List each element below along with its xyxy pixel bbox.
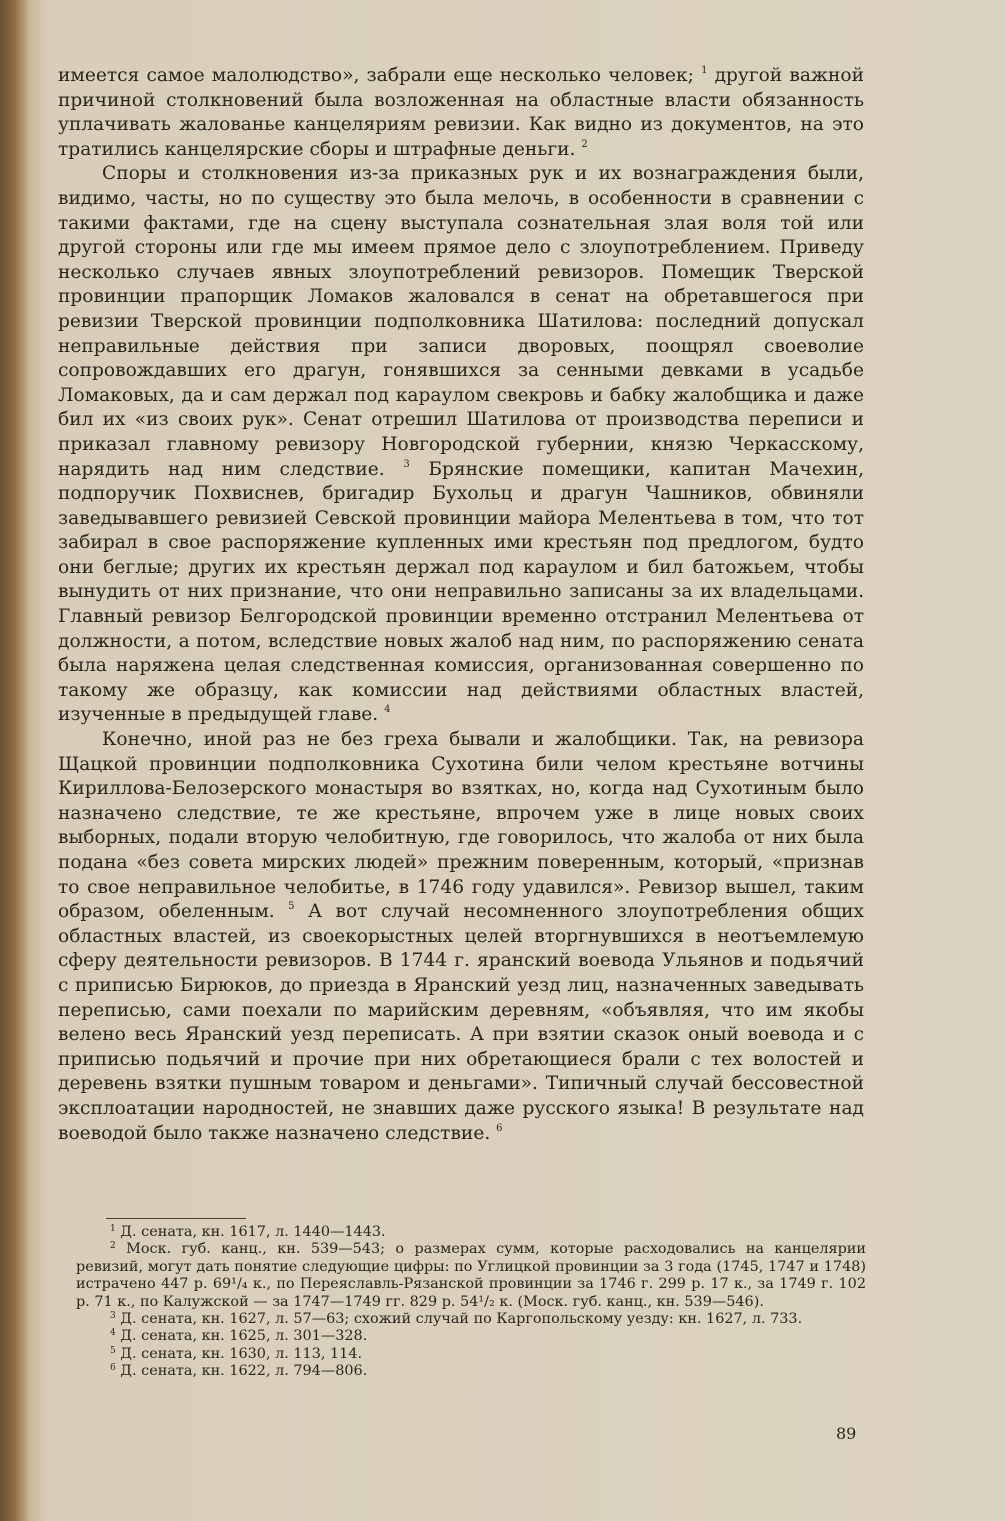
footnote-number: 6 (110, 1363, 116, 1374)
footnote-ref: 5 (288, 901, 295, 913)
footnote-divider (106, 1218, 246, 1219)
footnote-number: 2 (110, 1241, 116, 1252)
footnote-ref: 6 (496, 1122, 503, 1134)
footnote (76, 1224, 866, 1241)
footnote-ref: 1 (701, 65, 708, 76)
footnote-ref: 4 (384, 704, 391, 716)
body-text (58, 64, 864, 1146)
paragraph (58, 64, 864, 162)
paragraph-text: имеется самое малолюдство», забрали еще несколько человек; (58, 65, 702, 86)
footnote-number: 3 (110, 1311, 116, 1322)
paragraph-text: другой важной причиной столкновений была возложенная на областные власти обязанность уплачивать жалованье канцеляриям ревизии. Как видно из документов, на это тратились канцелярские сборы и штрафные деньги. (58, 65, 864, 160)
footnote-ref: 3 (403, 458, 410, 470)
footnote-ref: 2 (581, 138, 588, 150)
footnote-number: 5 (110, 1345, 116, 1356)
footnote (76, 1346, 866, 1363)
footnote-number: 1 (110, 1224, 116, 1234)
paragraph-text: А вот случай несомненного злоупотребления общих областных властей, из своекорыстных целей вторгнувшихся в неотъемлемую сферу деятельности ревизоров. В 1744 г. яранский воевода Ульянов и подьячий с приписью Бирюков, до приезда в Яранский уезд лиц, назначенных заведывать переписью, сами поехали по марийским деревням, «объявляя, что им якобы велено весь Яранский уезд переписать. А при взятии сказок оный воевода и с приписью подьячий и прочие при них обретающиеся брали с тех волостей и деревень взятки пушным товаром и деньгами». Типичный случай бессовестной эксплоатации народностей, не знавших даже русского языка! В результате над воеводой было также назначено следствие. (58, 901, 864, 1144)
footnote-text: Д. сената, кн. 1630, л. 113, 114. (115, 1345, 363, 1362)
paragraph (58, 162, 864, 728)
footnote (76, 1241, 866, 1311)
page-number: 89 (836, 1424, 857, 1443)
footnote-number: 4 (110, 1328, 116, 1339)
paragraph-text: Брянские помещики, капитан Мачехин, подпоручик Похвиснев, бригадир Бухольц и драгун Чашников, обвиняли заведывавшего ревизией Севской провинции майора Мелентьева в том, что тот забирал в свое распоряжение купленных ими крестьян под предлогом, будто они беглые; других их крестьян держал под караулом и бил батожьем, чтобы вынудить от них признание, что они неправильно записаны за их владельцами. Главный ревизор Белгородской провинции временно отстранил Мелентьева от должности, а потом, вследствие новых жалоб над ним, по распоряжению сената была наряжена целая следственная комиссия, организованная совершенно по такому же образцу, как комиссии над действиями областных властей, изученные в предыдущей главе. (58, 458, 864, 726)
footnote-text: Моск. губ. канц., кн. 539—543; о размерах сумм, которые расходовались на канцелярии ревизий, могут дать понятие следующие цифры: по Углицкой провинции за 3 года (1745, 1747 и 1748) истрачено 447 р. 69¹/₄ к., по Переяславль-Рязанской провинции за 1746 г. 299 р. 17 к., за 1749 г. 102 р. 71 к., по Калужской — за 1747—1749 гг. 829 р. 54¹/₂ к. (Моск. губ. канц., кн. 539—546). (76, 1241, 866, 1310)
footnotes (76, 1224, 866, 1381)
footnote (76, 1328, 866, 1345)
footnote-text: Д. сената, кн. 1625, л. 301—328. (115, 1328, 368, 1345)
footnote-text: Д. сената, кн. 1627, л. 57—63; схожий случай по Каргопольскому уезду: кн. 1627, л. 733. (115, 1311, 803, 1328)
paragraph-text: Конечно, иной раз не без греха бывали и жалобщики. Так, на ревизора Щацкой провинции подполковника Сухотина били челом крестьяне вотчины Кириллова-Белозерского монастыря во взятках, но, когда над Сухотиным было назначено следствие, те же крестьяне, впрочем уже в лице новых своих выборных, подали вторую челобитную, где говорилось, что жалоба от них была подана «без совета мирских людей» прежним поверенным, который, «признав то свое неправильное челобитье, в 1746 году удавился». Ревизор вышел, таким образом, обеленным. (58, 729, 864, 923)
footnote (76, 1363, 866, 1380)
paragraph-text: Споры и столкновения из-за приказных рук и их вознаграждения были, видимо, часты, но по существу это была мелочь, в особенности в сравнении с такими фактами, где на сцену выступала сознательная злая воля той или другой стороны или где мы имеем прямое дело с злоупотреблением. Приведу несколько случаев явных злоупотреблений ревизоров. Помещик Тверской провинции прапорщик Ломаков жаловался в сенат на обретавшегося при ревизии Тверской провинции подполковника Шатилова: последний допускал неправильные действия при записи дворовых, поощрял своеволие сопровождавших его драгун, гонявшихся за сенными девками в усадьбе Ломаковых, да и сам держал под караулом свекровь и бабку жалобщика и даже бил их «из своих рук». Сенат отрешил Шатилова от производства переписи и приказал главному ревизору Новгородской губернии, князю Черкасскому, нарядить над ним следствие. (58, 163, 864, 480)
paragraph (58, 728, 864, 1146)
footnote-text: Д. сената, кн. 1622, л. 794—806. (115, 1363, 368, 1380)
footnote (76, 1311, 866, 1328)
footnote-text: Д. сената, кн. 1617, л. 1440—1443. (115, 1224, 386, 1240)
